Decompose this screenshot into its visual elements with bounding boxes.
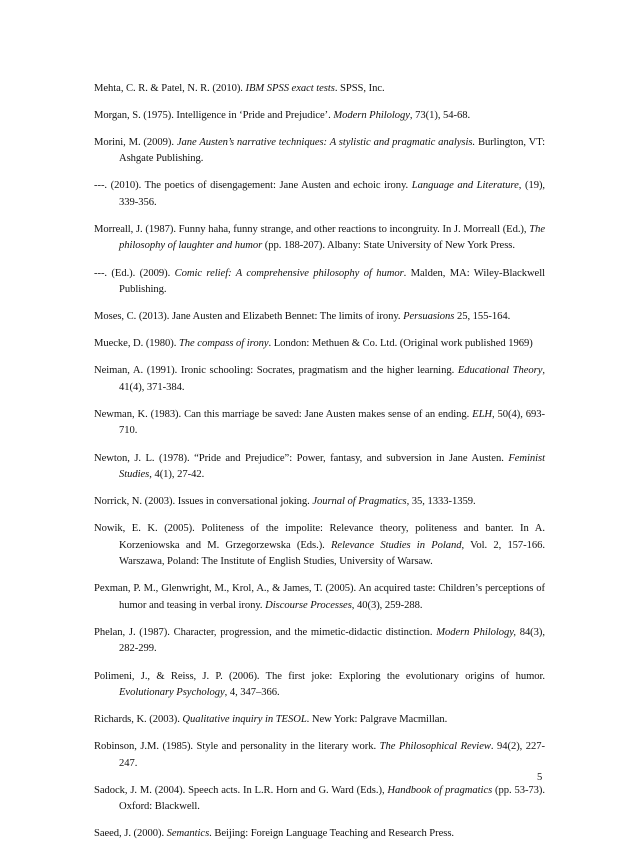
reference-text: Robinson, J.M. (1985). Style and personality in the literary work. <box>94 741 380 753</box>
reference-title: Handbook of pragmatics <box>387 784 493 796</box>
reference-text: , 41(4), 371-384. <box>119 365 546 393</box>
reference-text: Sadock, J. M. (2004). Speech acts. In L.R. Horn and G. Ward (Eds.), <box>94 784 388 796</box>
reference-text: 25, 155-164. <box>454 311 511 323</box>
reference-entry-sadock <box>94 783 545 816</box>
reference-text: , (19), 339-356. <box>119 180 546 208</box>
reference-text: Nowik, E. K. (2005). Politeness of the impolite: Relevance theory, politeness and banter. In A. Korzeniowska and M. Grzegorzewska (Eds.). <box>94 523 545 551</box>
reference-text: , Vol. 2, 157-166. Warszawa, Poland: The Institute of English Studies, University of Warsaw. <box>119 539 545 568</box>
reference-text: . New York: Palgrave Macmillan. <box>306 714 448 726</box>
reference-entry-pexman <box>94 581 545 614</box>
reference-title: Persuasions <box>403 311 455 323</box>
reference-title: IBM SPSS exact tests <box>245 82 335 94</box>
reference-entry-morini-2010 <box>94 178 545 211</box>
reference-entry-morreall-1987 <box>94 222 545 255</box>
reference-text: ---. (2010). The poetics of disengagement: Jane Austen and echoic irony. <box>94 180 412 192</box>
reference-text: Pexman, P. M., Glenwright, M., Krol, A., & James, T. (2005). An acquired taste: Children’s perceptions of humor and teasing in verbal irony. <box>94 583 545 611</box>
reference-title: The philosophy of laughter and humor <box>119 223 545 252</box>
reference-text: ---. (Ed.). (2009). <box>94 267 175 279</box>
reference-text: Morgan, S. (1975). Intelligence in ‘Pride and Prejudice’. <box>94 109 334 121</box>
reference-entry-morreall-2009 <box>94 266 545 299</box>
reference-title: Relevance Studies in Poland <box>331 539 462 551</box>
reference-entry-newton <box>94 451 545 484</box>
reference-title: Evolutionary Psychology <box>119 687 225 698</box>
reference-entry-polimeni <box>94 669 545 702</box>
reference-title: Comic relief: A comprehensive philosophy of humor <box>174 267 404 279</box>
reference-text: (pp. 53-73). Oxford: Blackwell. <box>119 784 545 813</box>
reference-text: Phelan, J. (1987). Character, progression, and the mimetic-didactic distinction. <box>94 626 437 638</box>
reference-entry-neiman <box>94 363 545 396</box>
reference-text: . 94(2), 227-247. <box>119 741 546 769</box>
reference-text: . Beijing: Foreign Language Teaching and Research Press. <box>209 828 455 840</box>
reference-text: . London: Methuen & Co. Ltd. (Original work published 1969) <box>268 338 533 350</box>
reference-title: Journal of Pragmatics, <box>312 496 410 508</box>
reference-title: ELH <box>472 408 493 420</box>
reference-title: The Philosophical Review <box>379 741 491 753</box>
reference-text: . SPSS, Inc. <box>334 82 385 94</box>
reference-text: 84(3), 282-299. <box>119 626 545 655</box>
reference-entry-norrick <box>94 494 545 511</box>
reference-text: Moses, C. (2013). Jane Austen and Elizabeth Bennet: The limits of irony. <box>94 311 404 323</box>
reference-text: Morini, M. (2009). <box>94 136 177 148</box>
reference-title: Semantics <box>166 828 210 840</box>
reference-text: , 4(1), 27-42. <box>149 469 205 481</box>
reference-text: Norrick, N. (2003). Issues in conversational joking. <box>94 496 313 508</box>
reference-entry-robinson <box>94 739 545 772</box>
reference-text: Mehta, C. R. & Patel, N. R. (2010). <box>94 82 246 94</box>
reference-text: Richards, K. (2003). <box>94 714 183 726</box>
reference-title: Modern Philology <box>333 109 410 121</box>
reference-entry-phelan <box>94 625 545 658</box>
reference-text: (pp. 188-207). Albany: State University of New York Press. <box>262 240 515 252</box>
reference-text: , 4, 347–366. <box>224 687 280 698</box>
reference-title: Educational Theory <box>457 365 543 377</box>
reference-entry-mehta <box>94 81 545 98</box>
reference-text: . Malden, MA: Wiley-Blackwell Publishing. <box>119 267 545 296</box>
reference-entry-newman <box>94 407 545 440</box>
reference-text: , 73(1), 54-68. <box>409 109 471 121</box>
reference-text: Newman, K. (1983). Can this marriage be saved: Jane Austen makes sense of an ending. <box>94 408 473 420</box>
reference-entry-morini-2009 <box>94 135 545 168</box>
reference-title: Qualitative inquiry in TESOL <box>182 714 307 726</box>
reference-entry-richards <box>94 712 545 729</box>
reference-text: Morreall, J. (1987). Funny haha, funny strange, and other reactions to incongruity. In J. Morreall (Ed.), <box>94 223 530 235</box>
reference-text: Newton, J. L. (1978). “Pride and Prejudice”: Power, fantasy, and subversion in Jane Austen. <box>94 452 509 464</box>
reference-entry-morgan <box>94 108 545 125</box>
reference-entry-moses <box>94 309 545 326</box>
reference-text: Muecke, D. (1980). <box>94 338 179 350</box>
reference-text: Polimeni, J., & Reiss, J. P. (2006). The first joke: Exploring the evolutionary origins of humor. <box>94 670 545 682</box>
reference-entry-saeed <box>94 826 545 843</box>
reference-text: Burlington, VT: Ashgate Publishing. <box>119 136 546 165</box>
reference-title: Modern Philology, <box>436 626 516 638</box>
reference-title: Feminist Studies <box>119 452 545 481</box>
reference-title: Discourse Processes <box>265 599 352 611</box>
reference-text: 35, 1333-1359. <box>409 496 476 508</box>
reference-entry-muecke <box>94 336 545 353</box>
reference-entry-nowik <box>94 521 545 571</box>
reference-text: , 50(4), 693-710. <box>119 408 545 437</box>
reference-title: The compass of irony <box>178 338 269 350</box>
reference-text: , 40(3), 259-288. <box>351 599 423 611</box>
reference-title: Jane Austen’s narrative techniques: A stylistic and pragmatic analysis. <box>176 136 476 148</box>
reference-text: Saeed, J. (2000). <box>94 828 167 840</box>
page-number: 5 <box>537 772 543 783</box>
reference-text: Neiman, A. (1991). Ironic schooling: Socrates, pragmatism and the higher learning. <box>94 365 458 377</box>
reference-list <box>94 70 545 848</box>
reference-title: Language and Literature <box>411 180 519 192</box>
